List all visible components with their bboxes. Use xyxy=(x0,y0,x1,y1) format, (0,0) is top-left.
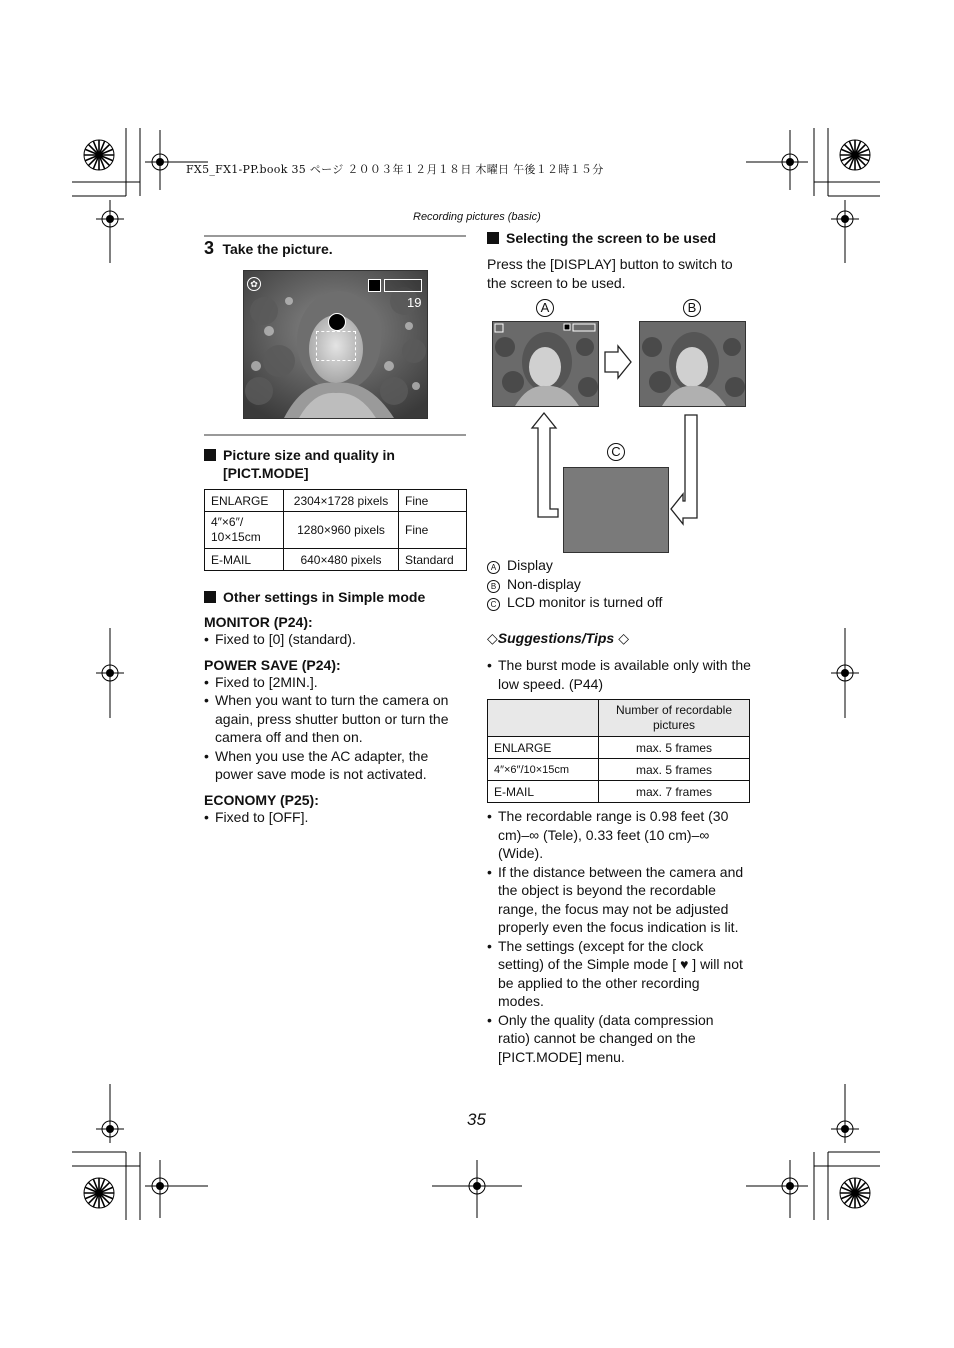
list-item: • Fixed to [0] (standard). xyxy=(204,630,466,649)
legend-item-c: C LCD monitor is turned off xyxy=(487,593,662,612)
running-header: Recording pictures (basic) xyxy=(413,211,541,223)
tips-heading: ◇Suggestions/Tips ◇ xyxy=(487,630,629,646)
simple-mode-icon: ✿ xyxy=(247,277,261,291)
table-row: Number of recordable pictures xyxy=(488,700,750,737)
page-number: 35 xyxy=(467,1110,486,1129)
table-row: 4″×6″/ 10×15cm 1280×960 pixels Fine xyxy=(205,512,467,549)
table-row: E-MAIL 640×480 pixels Standard xyxy=(205,549,467,571)
table-row: 4″×6″/10×15cm max. 5 frames xyxy=(488,759,750,781)
right-arrow-icon xyxy=(605,346,631,378)
label-a: A xyxy=(536,299,554,317)
economy-title: ECONOMY (P25): xyxy=(204,791,319,808)
burst-table xyxy=(487,699,750,803)
step-label: Take the picture. xyxy=(222,241,333,257)
list-item: • When you want to turn the camera on again, press shutter button or turn the camera off and then on. xyxy=(204,691,466,747)
screen-legend xyxy=(487,556,662,612)
screen-select-heading: Selecting the screen to be used xyxy=(487,229,716,247)
diamond-icon: ◇ xyxy=(618,630,629,646)
list-item: • The recordable range is 0.98 feet (30 cm)–∞ (Tele), 0.33 feet (10 cm)–∞ (Wide). xyxy=(487,807,745,863)
list-item: • If the distance between the camera and the object is beyond the recordable range, the focus may not be adjusted properly even the focus indication is lit. xyxy=(487,863,745,937)
tips-list-top xyxy=(487,656,752,693)
list-item: • The burst mode is available only with the low speed. (P44) xyxy=(487,656,752,693)
screen-select-intro: Press the [DISPLAY] button to switch to the screen to be used. xyxy=(487,256,733,291)
list-item: • Fixed to [OFF]. xyxy=(204,808,466,827)
power-save-title: POWER SAVE (P24): xyxy=(204,656,341,673)
down-left-arrow-icon xyxy=(671,415,697,524)
table-row: ENLARGE max. 5 frames xyxy=(488,737,750,759)
list-item: • When you use the AC adapter, the power save mode is not activated. xyxy=(204,747,466,784)
pict-mode-heading: Picture size and quality in [PICT.MODE] xyxy=(204,446,466,482)
legend-item-b: B Non-display xyxy=(487,575,662,594)
print-line: FX5_FX1-PP.book 35 ページ ２００３年１２月１８日 木曜日 午後１２時１５分 xyxy=(186,163,604,176)
legend-item-a: A Display xyxy=(487,556,662,575)
step-number: 3 xyxy=(204,238,215,258)
list-item: • Only the quality (data compression ratio) cannot be changed on the [PICT.MODE] menu. xyxy=(487,1011,745,1067)
other-settings-heading: Other settings in Simple mode xyxy=(204,588,425,606)
tips-list-bottom xyxy=(487,807,745,1066)
shots-remaining: 19 xyxy=(407,295,422,310)
list-item: • The settings (except for the clock setting) of the Simple mode [ ♥ ] will not be applied to the other recording modes. xyxy=(487,937,745,1011)
table-row: ENLARGE 2304×1728 pixels Fine xyxy=(205,490,467,512)
monitor-title: MONITOR (P24): xyxy=(204,614,313,630)
label-b: B xyxy=(683,299,701,317)
up-arrow-icon xyxy=(532,413,558,517)
diamond-icon: ◇ xyxy=(487,630,498,646)
table-row: E-MAIL max. 7 frames xyxy=(488,781,750,803)
label-c: C xyxy=(607,443,625,461)
list-item: • Fixed to [2MIN.]. xyxy=(204,673,466,692)
